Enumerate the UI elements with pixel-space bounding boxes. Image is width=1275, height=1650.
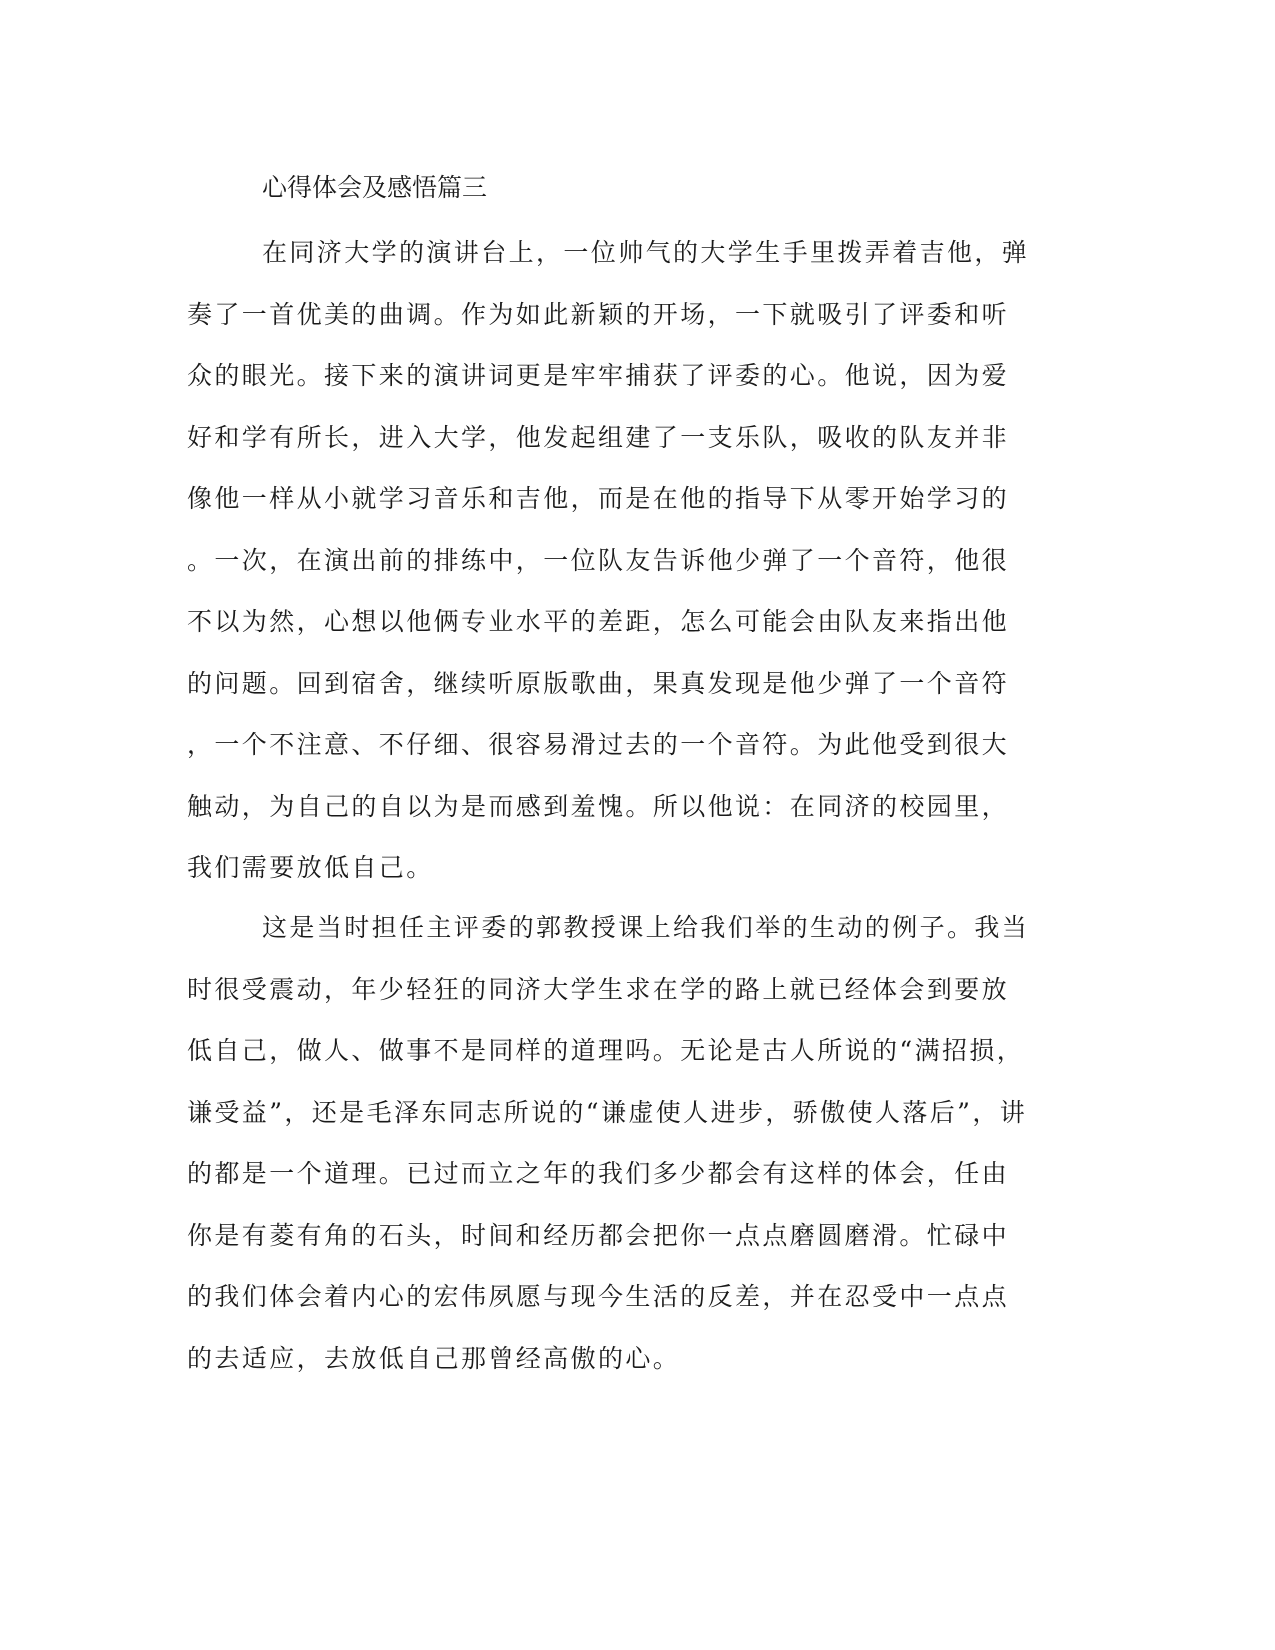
paragraph-line: ，一个不注意、不仔细、很容易滑过去的一个音符。为此他受到很大: [187, 730, 1010, 759]
paragraph-line: 你是有菱有角的石头，时间和经历都会把你一点点磨圆磨滑。忙碌中: [187, 1220, 1010, 1250]
paragraph-line: 的都是一个道理。已过而立之年的我们多少都会有这样的体会，任由: [187, 1159, 1010, 1188]
paragraph-line: 。一次，在演出前的排练中，一位队友告诉他少弹了一个音符，他很: [187, 545, 1010, 575]
paragraph-line: 奏了一首优美的曲调。作为如此新颖的开场，一下就吸引了评委和听: [187, 299, 1010, 329]
paragraph-line: 在同济大学的演讲台上，一位帅气的大学生手里拨弄着吉他，弹: [262, 238, 1030, 267]
paragraph-line: 谦受益”，还是毛泽东同志所说的“谦虚使人进步，骄傲使人落后”，讲: [187, 1097, 1028, 1127]
paragraph-line: 好和学有所长，进入大学，他发起组建了一支乐队，吸收的队友并非: [187, 422, 1010, 452]
paragraph-line: 我们需要放低自己。: [187, 853, 434, 882]
paragraph-line: 时很受震动，年少轻狂的同济大学生求在学的路上就已经体会到要放: [187, 974, 1010, 1004]
paragraph-2: [187, 897, 1067, 1389]
paragraph-line: 低自己，做人、做事不是同样的道理吗。无论是古人所说的“满招损，: [187, 1036, 1025, 1065]
paragraph-line: 的问题。回到宿舍，继续听原版歌曲，果真发现是他少弹了一个音符: [187, 668, 1010, 698]
paragraph-line: 的我们体会着内心的宏伟夙愿与现今生活的反差，并在忍受中一点点: [187, 1282, 1010, 1311]
paragraph-line: 这是当时担任主评委的郭教授课上给我们举的生动的例子。我当: [262, 913, 1030, 942]
paragraph-1: [187, 222, 1067, 899]
document-title: 心得体会及感悟篇三: [262, 173, 488, 202]
paragraph-line: 的去适应，去放低自己那曾经高傲的心。: [187, 1343, 681, 1373]
paragraph-line: 像他一样从小就学习音乐和吉他，而是在他的指导下从零开始学习的: [187, 484, 1010, 513]
paragraph-line: 触动，为自己的自以为是而感到羞愧。所以他说：在同济的校园里，: [187, 791, 1010, 821]
paragraph-line: 不以为然，心想以他俩专业水平的差距，怎么可能会由队友来指出他: [187, 607, 1010, 636]
paragraph-line: 众的眼光。接下来的演讲词更是牢牢捕获了评委的心。他说，因为爱: [187, 361, 1010, 390]
